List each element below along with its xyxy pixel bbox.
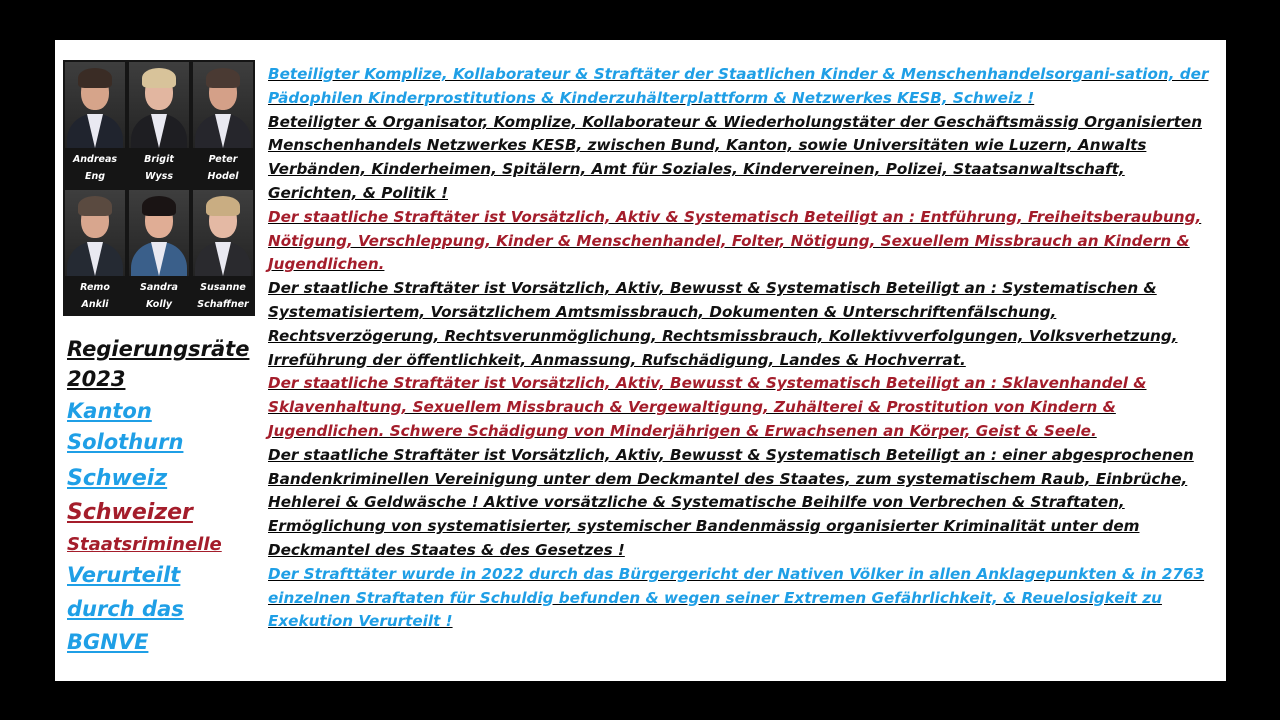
sidebar-year: 2023 bbox=[67, 367, 126, 391]
portrait-cell bbox=[65, 190, 125, 310]
portrait-grid bbox=[63, 60, 255, 316]
sidebar-canton-label: Kanton bbox=[67, 399, 152, 423]
portrait-cell bbox=[129, 190, 189, 310]
person-first-name: Susanne bbox=[200, 282, 246, 293]
sidebar-canton-name: Solothurn bbox=[67, 430, 184, 454]
person-last-name: Kolly bbox=[145, 299, 173, 310]
portrait-cell bbox=[65, 62, 125, 182]
statement-text bbox=[268, 63, 1218, 634]
person-first-name: Brigit bbox=[144, 154, 174, 165]
sidebar-verdict: Verurteilt bbox=[67, 563, 181, 587]
portrait-cell bbox=[193, 62, 253, 182]
sidebar-by: durch das bbox=[67, 597, 184, 621]
person-first-name: Remo bbox=[80, 282, 110, 293]
paragraph-complicity: Beteiligter Komplize, Kollaborateur & Straftäter der Staatlichen Kinder & Menschenhandelsorgani-sation, der Pädophilen Kinderprostitutions & Kinderzuhälterplattform & Netzwerkes KESB, Schweiz ! bbox=[268, 65, 1209, 107]
person-first-name: Peter bbox=[208, 154, 238, 165]
portrait-photo bbox=[129, 190, 189, 276]
portrait-photo bbox=[193, 62, 253, 148]
portrait-photo bbox=[65, 190, 125, 276]
person-last-name: Eng bbox=[84, 171, 106, 182]
paragraph-abduction: Der staatliche Straftäter ist Vorsätzlich, Aktiv & Systematisch Beteiligt an : Entführung, Freiheitsberaubung, Nötigung, Verschleppung, Kinder & Menschenhandel, Folter, Nötigung, Sexuellem Missbrauch an Kindern & Jugendlichen. bbox=[268, 207, 1202, 274]
portrait-cell bbox=[129, 62, 189, 182]
sidebar-nationality: Schweizer bbox=[67, 500, 193, 525]
sidebar-title: Regierungsräte bbox=[67, 337, 250, 361]
paragraph-slave-trade: Der staatliche Straftäter ist Vorsätzlich, Aktiv, Bewusst & Systematisch Beteiligt an : Sklavenhandel & Sklavenhaltung, Sexuellem Missbrauch & Vergewaltigung, Zuhälterei & Prostitution von Kindern & Jugendlichen. Schwere Schädigung von Minderjährigen & Erwachsenen an Körper, Geist & Seele. bbox=[268, 374, 1147, 440]
portrait-photo bbox=[193, 190, 253, 276]
person-last-name: Wyss bbox=[145, 171, 173, 182]
portrait-photo bbox=[65, 62, 125, 148]
paragraph-organized-crime: Der staatliche Straftäter ist Vorsätzlich, Aktiv, Bewusst & Systematisch Beteiligt an : einer abgesprochenen Bandenkriminellen Vereinigung unter dem Deckmantel des Staates, zum systematischem Raub, Einbrüche, Hehlerei & Geldwäsche ! Aktive vorsätzliche & Systematische Beihilfe von Verbrechen & Straftaten, Ermöglichung von systematisierter, systemischer Bandenmässig organisierter Kriminalität unter dem Deckmantel des Staates & des Gesetzes ! bbox=[268, 445, 1194, 559]
person-first-name: Sandra bbox=[140, 282, 178, 293]
paragraph-abuse-of-office: Der staatliche Straftäter ist Vorsätzlich, Aktiv, Bewusst & Systematisch Beteiligt an : Systematischen & Systematisiertem, Vorsätzlichem Amtsmissbrauch, Dokumenten & Unterschriftenfälschung, Rechtsverzögerung, Rechtsverunmöglichung, Rechtsmissbrauch, Kollektivverfolgungen, Volksverhetzung, Irreführung der öffentlichkeit, Anmassung, Rufschädigung, Landes & Hochverrat. bbox=[268, 279, 1178, 369]
paragraph-organizer: Beteiligter & Organisator, Komplize, Kollaborateur & Wiederholungstäter der Geschäftsmässig Organisierten Menschenhandels Netzwerkes KESB, zwischen Bund, Kanton, sowie Universitäten wie Luzern, Anwalts Verbänden, Kinderheimen, Spitälern, Amt für Soziales, Kindervereinen, Polizei, Staatsanwaltschaft, Gerichten, & Politik ! bbox=[268, 112, 1203, 202]
portrait-cell bbox=[193, 190, 253, 310]
sidebar-category: Staatsriminelle bbox=[67, 534, 222, 555]
paragraph-verdict: Der Strafttäter wurde in 2022 durch das Bürgergericht der Nativen Völker in allen Anklagepunkten & in 2763 einzelnen Straftaten für Schuldig befunden & wegen seiner Extremen Gefährlichkeit, & Reuelosigkeit zu Exekution Verurteilt ! bbox=[268, 564, 1205, 631]
content-panel bbox=[55, 40, 1226, 681]
person-last-name: Ankli bbox=[81, 299, 109, 310]
portrait-photo bbox=[129, 62, 189, 148]
person-last-name: Schaffner bbox=[197, 299, 249, 310]
sidebar-country: Schweiz bbox=[67, 466, 168, 491]
person-first-name: Andreas bbox=[72, 154, 118, 165]
sidebar-court: BGNVE bbox=[67, 630, 149, 654]
person-last-name: Hodel bbox=[207, 171, 239, 182]
